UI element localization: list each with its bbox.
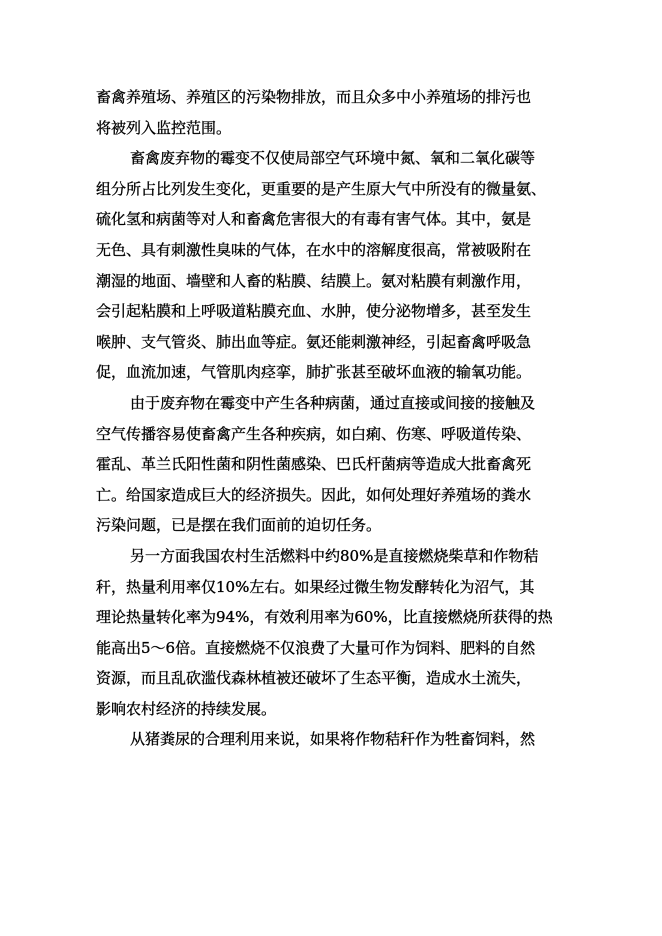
text-line: 无色、具有刺激性臭味的气体，在水中的溶解度很高，常被吸附在 bbox=[96, 240, 532, 259]
text-line: 畜禽养殖场、养殖区的污染物排放，而且众多中小养殖场的排污也 bbox=[96, 88, 532, 106]
paragraph-start-line: 从猪粪尿的合理利用来说，如果将作物秸秆作为牲畜饲料，然 bbox=[130, 730, 536, 749]
text-line: 影响农村经济的持续发展。 bbox=[96, 699, 277, 718]
text-line: 促，血流加速，气管肌肉痉挛，肺扩张甚至破坏血液的输氧功能。 bbox=[96, 363, 532, 382]
text-line: 资源，而且乱砍滥伐森林植被还破坏了生态平衡，造成水土流失， bbox=[96, 669, 532, 688]
text-line: 硫化氢和病菌等对人和畜禽危害很大的有毒有害气体。其中，氨是 bbox=[96, 210, 532, 229]
paragraph-start-line: 畜禽废弃物的霉变不仅使局部空气环境中氮、氧和二氧化碳等 bbox=[130, 149, 536, 168]
text-line: 秆，热量利用率仅10%左右。如果经过微生物发酵转化为沼气，其 bbox=[96, 577, 535, 596]
body-text bbox=[96, 82, 571, 755]
text-line: 喉肿、支气管炎、肺出血等症。氨还能刺激神经，引起畜禽呼吸急 bbox=[96, 332, 532, 351]
text-line: 亡。给国家造成巨大的经济损失。因此，如何处理好养殖场的粪水 bbox=[96, 485, 532, 504]
text-line: 将被列入监控范围。 bbox=[96, 118, 232, 137]
text-line: 潮湿的地面、墙壁和人畜的粘膜、结膜上。氨对粘膜有刺激作用， bbox=[96, 271, 532, 290]
text-line: 污染问题，已是摆在我们面前的迫切任务。 bbox=[96, 516, 382, 535]
paragraph-start-line: 另一方面我国农村生活燃料中约80%是直接燃烧柴草和作物秸 bbox=[130, 546, 539, 565]
text-line: 会引起粘膜和上呼吸道粘膜充血、水肿，使分泌物增多，甚至发生 bbox=[96, 302, 532, 321]
text-line: 能高出5～6倍。直接燃烧不仅浪费了大量可作为饲料、肥料的自然 bbox=[96, 638, 536, 657]
text-line: 霍乱、革兰氏阳性菌和阴性菌感染、巴氏杆菌病等造成大批畜禽死 bbox=[96, 455, 532, 474]
text-line: 空气传播容易使畜禽产生各种疾病，如白痢、伤寒、呼吸道传染、 bbox=[96, 424, 532, 443]
text-line: 组分所占比列发生变化，更重要的是产生原大气中所没有的微量氨、 bbox=[96, 179, 547, 198]
paragraph-start-line: 由于废弃物在霉变中产生各种病菌，通过直接或间接的接触及 bbox=[130, 393, 536, 412]
text-line: 理论热量转化率为94%，有效利用率为60%，比直接燃烧所获得的热 bbox=[96, 608, 553, 627]
